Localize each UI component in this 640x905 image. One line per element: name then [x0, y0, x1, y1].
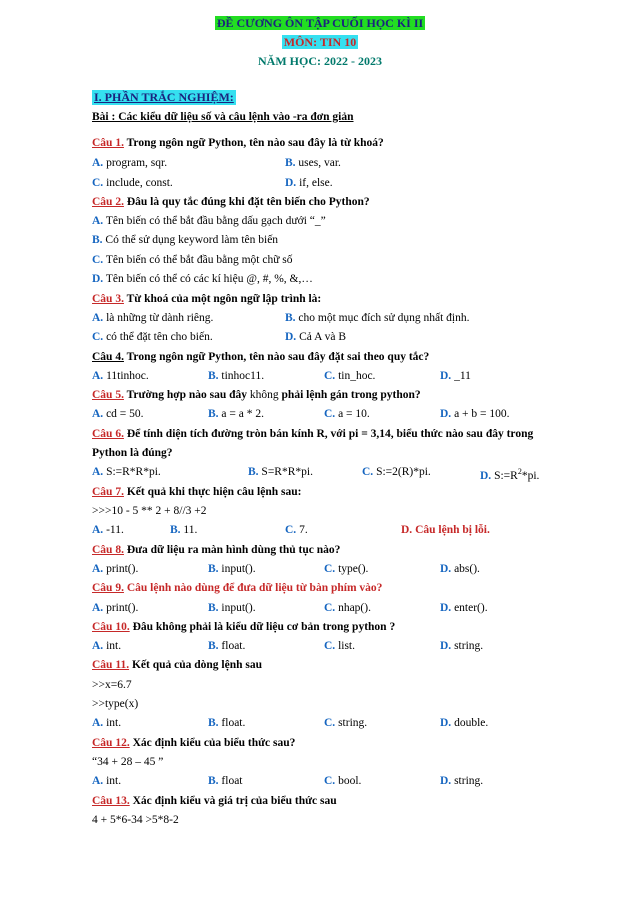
q12-code: “34 + 28 – 45 ” — [92, 756, 164, 768]
q12-option-a: A. int. — [92, 775, 122, 787]
q8-option-a: A. print(). — [92, 563, 139, 575]
question-2: Câu 2. Đâu là quy tắc đúng khi đặt tên biến cho Python? — [92, 196, 370, 208]
doc-subject: MÔN: TIN 10 — [283, 35, 357, 49]
question-6-cont: Python là đúng? — [92, 447, 173, 459]
q10-option-a: A. int. — [92, 640, 122, 652]
q11-code-1: >>x=6.7 — [92, 679, 132, 691]
q10-option-b: B. float. — [208, 640, 246, 652]
q10-option-d: D. string. — [440, 640, 484, 652]
q2-option-c: C. Tên biến có thể bắt đầu bằng một chữ số — [92, 254, 293, 266]
q3-option-b: B. cho một mục đích sử dụng nhất định. — [285, 312, 470, 324]
q12-option-d: D. string. — [440, 775, 484, 787]
section-heading: I. PHẦN TRẮC NGHIỆM: — [94, 90, 234, 104]
q2-option-b: B. Có thể sử dụng keyword làm tên biến — [92, 234, 279, 246]
q11-code-2: >>type(x) — [92, 698, 139, 710]
question-13: Câu 13. Xác định kiểu và giá trị của biểu thức sau — [92, 795, 337, 807]
q6-option-c: C. S:=2(R)*pi. — [362, 466, 431, 478]
question-4: Câu 4. Trong ngôn ngữ Python, tên nào sau đây đặt sai theo quy tắc? — [92, 351, 430, 363]
q8-option-d: D. abs(). — [440, 563, 480, 575]
q1-option-b: B. uses, var. — [285, 157, 341, 169]
q3-option-a: A. là những từ dành riêng. — [92, 312, 214, 324]
q7-option-d: D. Câu lệnh bị lỗi. — [401, 524, 490, 536]
q11-option-b: B. float. — [208, 717, 246, 729]
doc-year: NĂM HỌC: 2022 - 2023 — [258, 54, 382, 68]
question-3: Câu 3. Từ khoá của một ngôn ngữ lập trình là: — [92, 293, 322, 305]
q9-option-b: B. input(). — [208, 602, 256, 614]
q8-option-c: C. type(). — [324, 563, 369, 575]
q11-option-a: A. int. — [92, 717, 122, 729]
q9-option-d: D. enter(). — [440, 602, 488, 614]
q5-option-b: B. a = a * 2. — [208, 408, 264, 420]
q4-option-a: A. 11tinhoc. — [92, 370, 149, 382]
q10-option-c: C. list. — [324, 640, 355, 652]
q11-option-c: C. string. — [324, 717, 368, 729]
q7-code: >>>10 - 5 ** 2 + 8//3 +2 — [92, 505, 207, 517]
q4-option-b: B. tinhoc11. — [208, 370, 265, 382]
q4-option-c: C. tin_hoc. — [324, 370, 376, 382]
q3-option-d: D. Cả A và B — [285, 331, 347, 343]
doc-title: ĐỀ CƯƠNG ÔN TẬP CUỐI HỌC KÌ II — [216, 16, 424, 30]
question-1: Câu 1. Trong ngôn ngữ Python, tên nào sau đây là từ khoá? — [92, 137, 384, 149]
q3-option-c: C. có thể đặt tên cho biến. — [92, 331, 213, 343]
question-8: Câu 8. Đưa dữ liệu ra màn hình dùng thủ tục nào? — [92, 544, 341, 556]
q4-option-d: D. _11 — [440, 370, 471, 382]
q7-option-c: C. 7. — [285, 524, 308, 536]
lesson-heading: Bài : Các kiểu dữ liệu số và câu lệnh vào -ra đơn giản — [92, 111, 354, 123]
question-6: Câu 6. Để tính diện tích đường tròn bán kính R, với pi = 3,14, biểu thức nào sau đây trong — [92, 428, 534, 440]
question-10: Câu 10. Đâu không phải là kiểu dữ liệu cơ bản trong python ? — [92, 621, 396, 633]
q7-option-a: A. -11. — [92, 524, 124, 536]
q12-option-b: B. float — [208, 775, 243, 787]
q5-option-d: D. a + b = 100. — [440, 408, 510, 420]
q1-option-c: C. include, const. — [92, 177, 173, 189]
q9-option-c: C. nhap(). — [324, 602, 371, 614]
q11-option-d: D. double. — [440, 717, 489, 729]
q9-option-a: A. print(). — [92, 602, 139, 614]
question-7: Câu 7. Kết quả khi thực hiện câu lệnh sau: — [92, 486, 302, 498]
q5-option-c: C. a = 10. — [324, 408, 370, 420]
question-12: Câu 12. Xác định kiểu của biểu thức sau? — [92, 737, 296, 749]
q13-code: 4 + 5*6-34 >5*8-2 — [92, 814, 179, 826]
q6-option-d: D. $S:=R^2*pi$. — [480, 467, 540, 482]
question-5: Câu 5. Trường hợp nào sau đây không phải lệnh gán trong python? — [92, 389, 421, 401]
q6-option-b: B. S=R*R*pi. — [248, 466, 313, 478]
q2-option-d: D. Tên biến có thể có các kí hiệu @, #, %, &,… — [92, 273, 313, 285]
q1-option-d: D. if, else. — [285, 177, 333, 189]
q12-option-c: C. bool. — [324, 775, 362, 787]
question-11: Câu 11. Kết quả của dòng lệnh sau — [92, 659, 263, 671]
q8-option-b: B. input(). — [208, 563, 256, 575]
q6-option-a: A. S:=R*R*pi. — [92, 466, 161, 478]
q5-option-a: A. cd = 50. — [92, 408, 144, 420]
q2-option-a: A. Tên biến có thể bắt đầu bằng dấu gạch dưới “_” — [92, 215, 326, 227]
question-9: Câu 9. Câu lệnh nào dùng để đưa dữ liệu từ bàn phím vào? — [92, 582, 383, 594]
q7-option-b: B. 11. — [170, 524, 198, 536]
q1-option-a: A. program, sqr. — [92, 157, 168, 169]
